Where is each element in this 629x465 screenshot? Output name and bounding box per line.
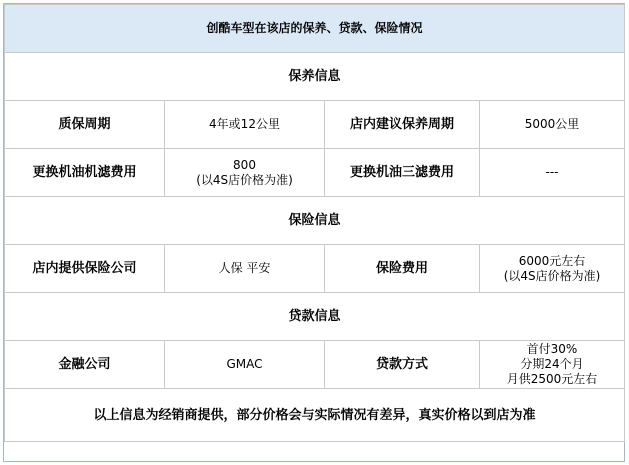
table-row bbox=[5, 101, 625, 149]
warranty-label: 质保周期 bbox=[5, 101, 165, 149]
three-filter-fee-value: --- bbox=[480, 149, 625, 197]
three-filter-fee-label: 更换机油三滤费用 bbox=[325, 149, 480, 197]
maintenance-cycle-value: 5000公里 bbox=[480, 101, 625, 149]
footer-note: 以上信息为经销商提供，部分价格会与实际情况有差异，真实价格以到店为准 bbox=[5, 389, 625, 442]
loan-monthly-payment: 月供2500元左右 bbox=[506, 372, 598, 386]
section-row-insurance bbox=[5, 197, 625, 245]
info-table-frame bbox=[3, 3, 625, 462]
dealer-info-table bbox=[4, 4, 625, 442]
table-title: 创酷车型在该店的保养、贷款、保险情况 bbox=[5, 5, 625, 53]
insurance-fee-label: 保险费用 bbox=[325, 245, 480, 293]
section-row-maintenance bbox=[5, 53, 625, 101]
loan-method-label: 贷款方式 bbox=[325, 341, 480, 389]
oil-filter-fee-note: (以4S店价格为准) bbox=[196, 172, 293, 187]
oil-filter-fee-amount: 800 bbox=[233, 157, 256, 172]
maintenance-cycle-label: 店内建议保养周期 bbox=[325, 101, 480, 149]
section-title-maintenance: 保养信息 bbox=[5, 53, 625, 101]
section-title-insurance: 保险信息 bbox=[5, 197, 625, 245]
finance-company-label: 金融公司 bbox=[5, 341, 165, 389]
table-row bbox=[5, 341, 625, 389]
insurance-fee-amount: 6000元左右 bbox=[518, 253, 586, 268]
insurance-fee-note: (以4S店价格为准) bbox=[503, 268, 601, 283]
insurance-company-value: 人保 平安 bbox=[165, 245, 325, 293]
loan-down-payment: 首付30% bbox=[526, 342, 578, 356]
oil-filter-fee-value bbox=[165, 149, 325, 197]
finance-company-value: GMAC bbox=[165, 341, 325, 389]
footer-row bbox=[5, 389, 625, 442]
loan-term: 分期24个月 bbox=[520, 357, 584, 371]
section-title-loan: 贷款信息 bbox=[5, 293, 625, 341]
loan-method-value bbox=[480, 341, 625, 389]
table-header-row bbox=[5, 5, 625, 53]
table-row bbox=[5, 245, 625, 293]
table-row bbox=[5, 149, 625, 197]
section-row-loan bbox=[5, 293, 625, 341]
insurance-fee-value bbox=[480, 245, 625, 293]
insurance-company-label: 店内提供保险公司 bbox=[5, 245, 165, 293]
warranty-value: 4年或12公里 bbox=[165, 101, 325, 149]
oil-filter-fee-label: 更换机油机滤费用 bbox=[5, 149, 165, 197]
